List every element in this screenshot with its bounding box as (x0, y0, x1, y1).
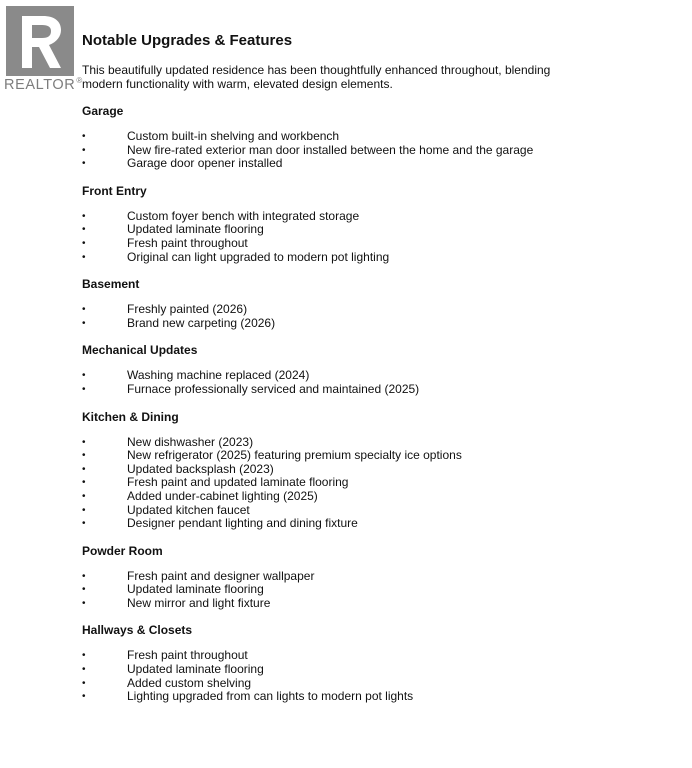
list-item-text: Garage door opener installed (127, 156, 283, 171)
list-item (82, 303, 642, 317)
section-heading: Mechanical Updates (82, 343, 198, 358)
list-item (82, 463, 642, 477)
list-item-text: Lighting upgraded from can lights to modern pot lights (127, 689, 414, 704)
feature-list (82, 570, 642, 611)
feature-list (82, 303, 642, 330)
bullet-icon: • (82, 677, 86, 689)
list-item (82, 597, 642, 611)
list-item (82, 223, 642, 237)
section-heading: Basement (82, 277, 140, 292)
intro-paragraph: This beautifully updated residence has been thoughtfully enhanced throughout, blending modern functionality with warm, elevated design elements. (82, 63, 551, 91)
list-item-text: Fresh paint throughout (127, 648, 248, 663)
feature-section (82, 277, 642, 330)
list-item-text: Freshly painted (2026) (127, 302, 248, 317)
list-item (82, 449, 642, 463)
bullet-icon: • (82, 518, 86, 530)
section-heading: Powder Room (82, 543, 163, 558)
bullet-icon: • (82, 504, 86, 516)
list-item (82, 690, 642, 704)
list-item-text: Updated kitchen faucet (127, 502, 250, 517)
bullet-icon: • (82, 477, 86, 489)
list-item-text: Custom built-in shelving and workbench (127, 129, 340, 143)
list-item-text: New mirror and light fixture (127, 595, 271, 610)
list-item (82, 517, 642, 531)
bullet-icon: • (82, 463, 86, 475)
document-title: Notable Upgrades & Features (82, 32, 293, 49)
bullet-icon: • (82, 370, 86, 382)
list-item (82, 210, 642, 224)
list-item (82, 317, 642, 331)
bullet-icon: • (82, 650, 86, 662)
list-item-text: Updated laminate flooring (127, 662, 264, 677)
bullet-icon: • (82, 664, 86, 676)
list-item (82, 157, 642, 171)
list-item-text: Added custom shelving (127, 675, 252, 690)
feature-section (82, 104, 642, 171)
realtor-logo (0, 0, 82, 96)
bullet-icon: • (82, 490, 86, 502)
bullet-icon: • (82, 570, 86, 582)
list-item-text: Furnace professionally serviced and maintained (2025) (127, 381, 420, 396)
bullet-icon: • (82, 597, 86, 609)
section-heading: Hallways & Closets (82, 623, 193, 638)
bullet-icon: • (82, 237, 86, 249)
section-heading: Front Entry (82, 183, 147, 198)
feature-sections (82, 104, 642, 704)
feature-list (82, 369, 642, 396)
bullet-icon: • (82, 450, 86, 462)
list-item (82, 583, 642, 597)
bullet-icon: • (82, 131, 86, 142)
bullet-icon: • (82, 436, 86, 448)
feature-list (82, 130, 642, 171)
bullet-icon: • (82, 144, 86, 156)
list-item (82, 130, 642, 144)
bullet-icon: • (82, 383, 86, 395)
list-item (82, 383, 642, 397)
list-item-text: Custom foyer bench with integrated storage (127, 208, 360, 223)
list-item (82, 144, 642, 158)
list-item-text: New fire-rated exterior man door installed between the home and the garage (127, 142, 534, 157)
list-item-text: Designer pendant lighting and dining fixture (127, 516, 358, 531)
list-item (82, 570, 642, 584)
bullet-icon: • (82, 304, 86, 316)
bullet-icon: • (82, 584, 86, 596)
bullet-icon: • (82, 691, 86, 703)
registered-mark: ® (76, 76, 83, 85)
feature-section (82, 184, 642, 264)
feature-list (82, 649, 642, 703)
list-item-text: Original can light upgraded to modern pot lighting (127, 249, 390, 264)
feature-section (82, 343, 642, 396)
list-item-text: Updated laminate flooring (127, 582, 264, 597)
list-item (82, 237, 642, 251)
list-item-text: New dishwasher (2023) (127, 434, 254, 449)
list-item-text: Fresh paint throughout (127, 235, 248, 250)
bullet-icon: • (82, 158, 86, 170)
section-heading: Garage (82, 104, 124, 118)
bullet-icon: • (82, 317, 86, 329)
realtor-r-logo-icon (6, 6, 74, 76)
feature-list (82, 210, 642, 264)
feature-section (82, 623, 642, 703)
list-item (82, 436, 642, 450)
list-item (82, 677, 642, 691)
list-item-text: New refrigerator (2025) featuring premium specialty ice options (127, 448, 462, 463)
list-item (82, 504, 642, 518)
realtor-wordmark (4, 77, 83, 93)
bullet-icon: • (82, 224, 86, 236)
list-item (82, 251, 642, 265)
list-item-text: Fresh paint and designer wallpaper (127, 568, 315, 583)
feature-section (82, 544, 642, 611)
list-item-text: Brand new carpeting (2026) (127, 315, 276, 330)
list-item-text: Fresh paint and updated laminate flooring (127, 475, 349, 490)
list-item (82, 490, 642, 504)
list-item (82, 369, 642, 383)
feature-list (82, 436, 642, 531)
list-item (82, 476, 642, 490)
realtor-wordmark-text: REALTOR (4, 77, 76, 93)
list-item-text: Updated backsplash (2023) (127, 461, 274, 476)
bullet-icon: • (82, 251, 86, 263)
bullet-icon: • (82, 210, 86, 222)
section-heading: Kitchen & Dining (82, 409, 179, 424)
document-body (82, 31, 642, 704)
list-item-text: Added under-cabinet lighting (2025) (127, 488, 318, 503)
feature-section (82, 410, 642, 531)
list-item (82, 663, 642, 677)
list-item-text: Updated laminate flooring (127, 222, 264, 237)
r-letter-icon (6, 6, 74, 76)
list-item (82, 649, 642, 663)
list-item-text: Washing machine replaced (2024) (127, 368, 310, 383)
